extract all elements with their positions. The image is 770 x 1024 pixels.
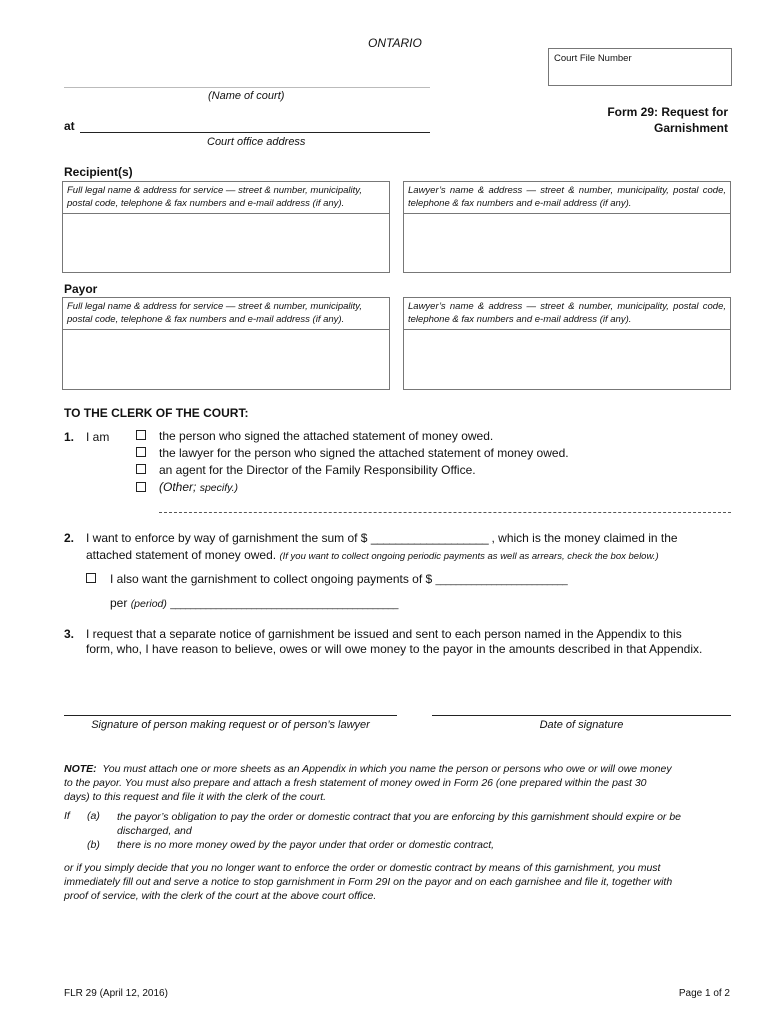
recipient-lawyer-divider — [404, 213, 730, 214]
date-label: Date of signature — [539, 719, 624, 731]
ongoing-payments-checkbox[interactable] — [86, 573, 96, 583]
payor-party-divider — [63, 329, 389, 330]
option-lawyer-label: the lawyer for the person who signed the attached statement of money owed. — [159, 446, 569, 460]
condition-a-line1: the payor’s obligation to pay the order or domestic contract that you are enforcing by this garnishment should expire or be — [117, 811, 682, 823]
item3-line1: I request that a separate notice of garnishment be issued and sent to each person named in the Appendix to this — [86, 627, 682, 641]
recipient-party-hint: Full legal name & address for service — street & number, municipality, postal code, telephone & fax numbers and e-mail address (if any). — [67, 185, 362, 209]
note-text-3: days) to this request and file it with the clerk of the court. — [64, 791, 327, 803]
payor-party-hint: Full legal name & address for service — street & number, municipality, postal code, telephone & fax numbers and e-mail address (if any). — [67, 301, 362, 325]
item2-line1 — [86, 531, 678, 545]
item2-text-b: , which is the money claimed in the — [491, 531, 678, 545]
payor-party-box[interactable] — [62, 297, 390, 390]
form-title — [560, 104, 728, 136]
period-field[interactable]: _____________________________________________ — [170, 599, 398, 610]
period-line — [110, 596, 398, 610]
note-text-1: You must attach one or more sheets as an Appendix in which you name the person or persons who owe or will owe money — [102, 763, 672, 775]
date-line[interactable] — [432, 715, 731, 716]
condition-a-line2: discharged, and — [117, 825, 192, 837]
form-title-line1: Form 29: Request for — [607, 105, 728, 119]
option-signer-label: the person who signed the attached statement of money owed. — [159, 429, 494, 443]
option-agent-checkbox[interactable] — [136, 464, 146, 474]
payor-lawyer-hint: Lawyer’s name & address — street & number, municipality, postal code, telephone & fax numbers and e-mail address (if any). — [408, 301, 726, 325]
at-label: at — [64, 119, 75, 133]
item2-line2 — [86, 548, 659, 562]
option-other-checkbox[interactable] — [136, 482, 146, 492]
option-other-label — [159, 480, 238, 494]
recipient-party-divider — [63, 213, 389, 214]
recipient-party-box[interactable] — [62, 181, 390, 273]
option-lawyer-checkbox[interactable] — [136, 447, 146, 457]
closing-line3: proof of service, with the clerk of the court at the above court office. — [64, 890, 377, 902]
per-label: per — [110, 596, 128, 610]
payor-lawyer-box[interactable] — [403, 297, 731, 390]
form-id: FLR 29 (April 12, 2016) — [64, 988, 168, 999]
option-agent-label: an agent for the Director of the Family Responsibility Office. — [159, 463, 476, 477]
option-signer-checkbox[interactable] — [136, 430, 146, 440]
signature-line[interactable] — [64, 715, 397, 716]
jurisdiction: ONTARIO — [368, 36, 422, 50]
item2-number: 2. — [64, 531, 75, 545]
other-specify-line[interactable] — [159, 512, 731, 513]
closing-block — [64, 861, 732, 903]
court-office-address-line[interactable] — [80, 132, 430, 133]
item2-text-a: I want to enforce by way of garnishment the sum of $ — [86, 531, 368, 545]
page-number: Page 1 of 2 — [678, 988, 730, 999]
closing-line2: immediately fill out and serve a notice to stop garnishment in Form 29I on the payor and on each garnishee and file it, together with — [64, 876, 673, 888]
note-text-2: to the payor. You must also prepare and attach a fresh statement of money owed in Form 26 (one prepared within the past 30 — [64, 777, 647, 789]
item3-number: 3. — [64, 627, 75, 641]
condition-a-text — [117, 810, 681, 838]
condition-a-label: (a) — [87, 810, 100, 822]
court-file-number-label: Court File Number — [554, 53, 632, 64]
item3-line2: form, who, I have reason to believe, owes or will owe money to the payor in the amounts described in that Appendix. — [86, 642, 703, 656]
court-file-number-field[interactable] — [548, 48, 732, 86]
condition-b-text: there is no more money owed by the payor under that order or domestic contract, — [117, 839, 495, 851]
ongoing-payments-line — [110, 572, 567, 586]
recipient-lawyer-box[interactable] — [403, 181, 731, 273]
name-of-court-label: (Name of court) — [208, 90, 285, 102]
court-office-address-label: Court office address — [207, 136, 306, 148]
clerk-heading: TO THE CLERK OF THE COURT: — [64, 406, 249, 420]
item1-number: 1. — [64, 430, 75, 444]
closing-line1: or if you simply decide that you no longer want to enforce the order or domestic contract by means of this garnishment, you must — [64, 862, 661, 874]
if-label: If — [64, 810, 70, 822]
garnishment-sum-field[interactable]: ___________________ — [370, 531, 489, 545]
payor-lawyer-divider — [404, 329, 730, 330]
recipients-heading: Recipient(s) — [64, 165, 133, 179]
form-title-line2: Garnishment — [653, 121, 728, 135]
item2-note: (If you want to collect ongoing periodic payments as well as arrears, check the box below.) — [279, 551, 659, 562]
item1-prefix: I am — [86, 430, 110, 444]
signature-label: Signature of person making request or of person’s lawyer — [91, 719, 370, 731]
period-label: (period) — [130, 598, 167, 610]
note-block — [64, 762, 732, 804]
condition-b-label: (b) — [87, 839, 100, 851]
other-specify: specify.) — [199, 482, 239, 494]
other-label: (Other; — [159, 480, 197, 494]
ongoing-amount-field[interactable]: __________________________ — [435, 575, 568, 586]
item3-text — [86, 627, 731, 657]
recipient-lawyer-hint: Lawyer’s name & address — street & number, municipality, postal code, telephone & fax numbers and e-mail address (if any). — [408, 185, 726, 209]
name-of-court-line[interactable] — [64, 87, 430, 88]
note-label: NOTE: — [64, 763, 97, 775]
item2-text-c: attached statement of money owed. — [86, 548, 277, 562]
ongoing-text: I also want the garnishment to collect ongoing payments of $ — [110, 572, 433, 586]
payor-heading: Payor — [64, 282, 98, 296]
